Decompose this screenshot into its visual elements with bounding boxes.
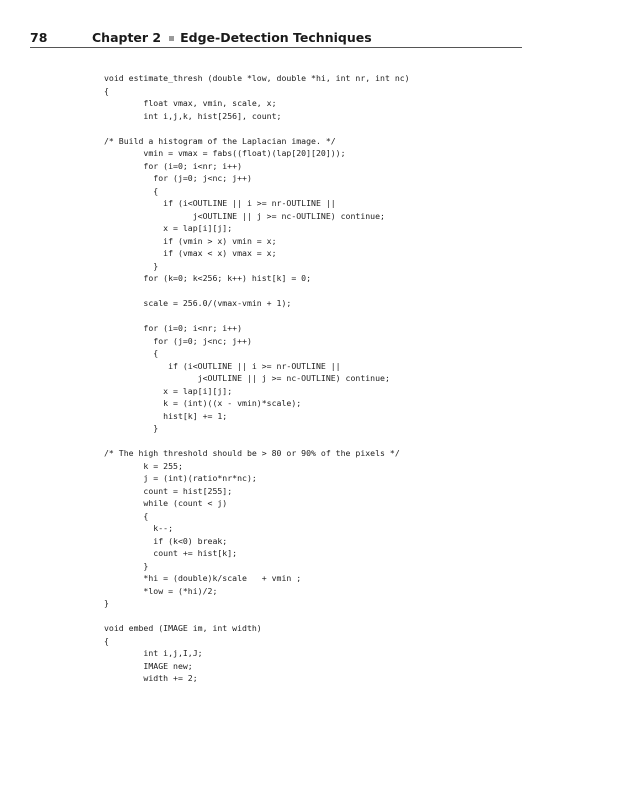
code-line: j<OUTLINE || j >= nc-OUTLINE) continue; — [104, 373, 390, 383]
code-line: { — [104, 85, 109, 96]
code-line: } — [104, 560, 149, 571]
page-number: 78 — [30, 30, 48, 45]
code-listing — [104, 72, 410, 685]
code-line — [104, 285, 410, 298]
code-line: x = lap[i][j]; — [104, 385, 233, 396]
code-line: { — [104, 185, 159, 196]
header-rule — [30, 47, 522, 48]
code-line: float vmax, vmin, scale, x; — [104, 98, 277, 108]
chapter-title: Edge-Detection Techniques — [180, 30, 372, 45]
code-line — [104, 610, 410, 623]
code-line: { — [104, 510, 149, 521]
code-line: void estimate_thresh (double *low, double *hi, int nr, int nc) — [104, 73, 410, 83]
code-line — [104, 122, 410, 135]
code-line: void embed (IMAGE im, int width) — [104, 623, 262, 633]
code-line — [104, 310, 410, 323]
code-line: if (i<OUTLINE || i >= nr-OUTLINE || — [104, 360, 341, 371]
code-line: j<OUTLINE || j >= nc-OUTLINE) continue; — [104, 210, 385, 221]
code-line: int i,j,k, hist[256], count; — [104, 110, 282, 121]
code-line: { — [104, 635, 109, 646]
code-line: k = (int)((x - vmin)*scale); — [104, 398, 302, 408]
code-line: { — [104, 348, 159, 358]
code-line: k = 255; — [104, 460, 183, 471]
code-line: if (i<OUTLINE || i >= nr-OUTLINE || — [104, 198, 336, 208]
code-line: *hi = (double)k/scale + vmin ; — [104, 573, 302, 583]
code-line: if (vmax < x) vmax = x; — [104, 248, 277, 258]
code-line: count = hist[255]; — [104, 485, 233, 496]
code-line: j = (int)(ratio*nr*nc); — [104, 473, 257, 483]
code-line: /* The high threshold should be > 80 or 90% of the pixels */ — [104, 448, 400, 458]
separator-square-icon — [169, 36, 174, 41]
chapter-label: Chapter 2 — [92, 30, 162, 45]
code-line — [104, 435, 410, 448]
code-line: for (j=0; j<nc; j++) — [104, 335, 252, 346]
code-line: scale = 256.0/(vmax-vmin + 1); — [104, 298, 292, 308]
code-line: int i,j,I,J; — [104, 648, 203, 658]
code-line: for (i=0; i<nr; i++) — [104, 160, 243, 171]
code-line: if (k<0) break; — [104, 535, 228, 546]
code-line: } — [104, 423, 159, 433]
code-line: hist[k] += 1; — [104, 410, 228, 421]
running-header — [30, 30, 372, 48]
code-line: count += hist[k]; — [104, 548, 238, 558]
code-line: x = lap[i][j]; — [104, 223, 233, 233]
code-line: /* Build a histogram of the Laplacian image. */ — [104, 135, 336, 146]
code-line: k--; — [104, 523, 174, 533]
code-line: } — [104, 598, 109, 608]
code-line: for (j=0; j<nc; j++) — [104, 173, 252, 183]
code-line: width += 2; — [104, 673, 198, 683]
code-line: } — [104, 260, 159, 271]
code-line: if (vmin > x) vmin = x; — [104, 235, 277, 246]
code-line: for (k=0; k<256; k++) hist[k] = 0; — [104, 273, 312, 283]
code-line: *low = (*hi)/2; — [104, 585, 218, 596]
code-line: IMAGE new; — [104, 660, 193, 671]
code-line: vmin = vmax = fabs((float)(lap[20][20])); — [104, 148, 346, 158]
code-line: while (count < j) — [104, 498, 228, 508]
code-line: for (i=0; i<nr; i++) — [104, 323, 243, 333]
